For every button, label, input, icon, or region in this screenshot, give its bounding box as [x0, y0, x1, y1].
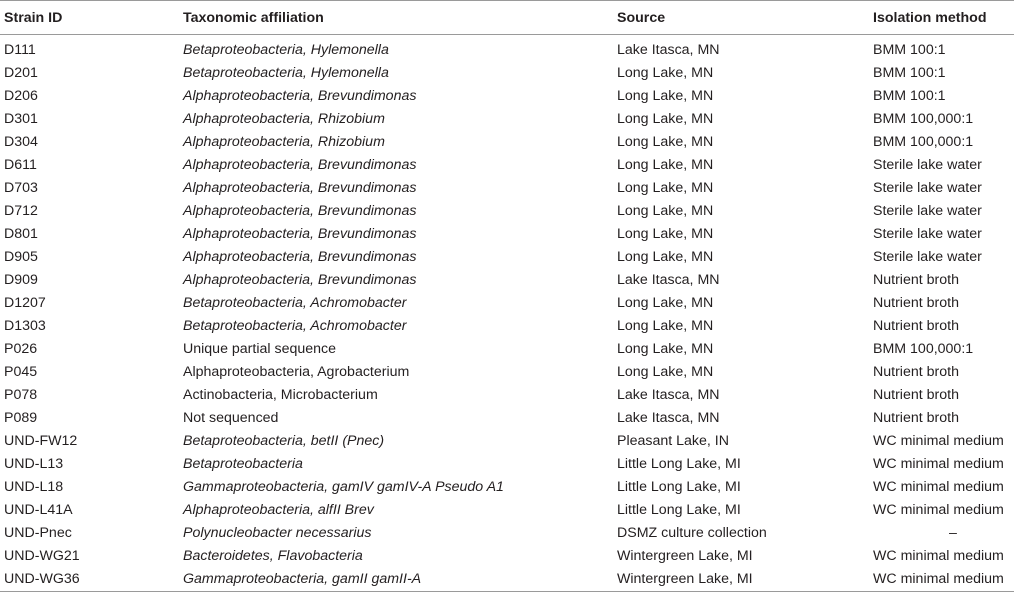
table-row — [0, 177, 1014, 200]
table-row — [0, 85, 1014, 108]
table-row — [0, 545, 1014, 568]
table-row — [0, 246, 1014, 269]
header-row — [0, 1, 1014, 35]
strain-id-cell: D909 — [4, 272, 38, 288]
taxonomic-affiliation-cell: Alphaproteobacteria, Rhizobium — [183, 111, 385, 127]
strain-id-cell: UND-WG21 — [4, 548, 80, 564]
strain-id-cell: D611 — [4, 157, 37, 173]
table-row — [0, 223, 1014, 246]
isolation-method-cell: – — [949, 525, 957, 541]
isolation-method-cell: WC minimal medium — [873, 479, 1004, 495]
strain-id-cell: D801 — [4, 226, 38, 242]
taxonomic-affiliation-cell: Betaproteobacteria, Achromobacter — [183, 295, 407, 311]
taxonomic-affiliation-cell: Not sequenced — [183, 410, 279, 426]
strain-id-cell: D1303 — [4, 318, 46, 334]
table-row — [0, 338, 1014, 361]
source-cell: Long Lake, MN — [617, 180, 714, 196]
isolation-method-cell: WC minimal medium — [869, 568, 1014, 592]
header-source: Source — [613, 1, 869, 35]
strain-id-cell: D206 — [4, 88, 38, 104]
isolation-method-cell: WC minimal medium — [873, 456, 1004, 472]
source-cell: Long Lake, MN — [617, 88, 714, 104]
table-row — [0, 154, 1014, 177]
taxonomic-affiliation-cell: Alphaproteobacteria, Brevundimonas — [183, 180, 417, 196]
taxonomic-affiliation-cell: Betaproteobacteria, Hylemonella — [183, 42, 389, 58]
source-cell: Long Lake, MN — [617, 226, 714, 242]
source-cell: DSMZ culture collection — [617, 525, 767, 541]
taxonomic-affiliation-cell: Betaproteobacteria, Achromobacter — [183, 318, 407, 334]
strain-id-cell: D201 — [4, 65, 38, 81]
isolation-method-cell: Sterile lake water — [873, 226, 982, 242]
strain-id-cell: D304 — [4, 134, 38, 150]
source-cell: Long Lake, MN — [617, 249, 714, 265]
table-row — [0, 430, 1014, 453]
source-cell: Lake Itasca, MN — [617, 410, 720, 426]
table-row — [0, 292, 1014, 315]
table-row — [0, 131, 1014, 154]
table-header — [0, 1, 1014, 35]
taxonomic-affiliation-cell: Betaproteobacteria — [183, 456, 303, 472]
source-cell: Long Lake, MN — [617, 203, 714, 219]
source-cell: Long Lake, MN — [617, 65, 714, 81]
taxonomic-affiliation-cell: Alphaproteobacteria, Agrobacterium — [183, 364, 410, 380]
strain-id-cell: D712 — [4, 203, 38, 219]
strain-id-cell: D301 — [4, 111, 38, 127]
source-cell: Pleasant Lake, IN — [617, 433, 729, 449]
table-row — [0, 453, 1014, 476]
taxonomic-affiliation-cell: Actinobacteria, Microbacterium — [183, 387, 378, 403]
strain-id-cell: P089 — [4, 410, 38, 426]
strain-id-cell: UND-L41A — [4, 502, 73, 518]
strain-id-cell: D1207 — [4, 295, 46, 311]
table-row — [0, 384, 1014, 407]
table-row — [0, 315, 1014, 338]
table-row — [0, 522, 1014, 545]
source-cell: Wintergreen Lake, MI — [617, 548, 753, 564]
table-row — [0, 62, 1014, 85]
table-row — [0, 35, 1014, 63]
isolation-method-cell: BMM 100:1 — [873, 42, 946, 58]
strain-id-cell: D905 — [4, 249, 38, 265]
isolation-method-cell: BMM 100,000:1 — [873, 341, 974, 357]
taxonomic-affiliation-cell: Alphaproteobacteria, Brevundimonas — [183, 249, 417, 265]
table-body — [0, 35, 1014, 592]
source-cell: Long Lake, MN — [617, 295, 714, 311]
isolation-method-cell: BMM 100:1 — [873, 65, 946, 81]
taxonomic-affiliation-cell: Alphaproteobacteria, Brevundimonas — [183, 88, 417, 104]
source-cell: Wintergreen Lake, MI — [613, 568, 869, 592]
taxonomic-affiliation-cell: Alphaproteobacteria, Rhizobium — [183, 134, 385, 150]
source-cell: Long Lake, MN — [617, 157, 714, 173]
source-cell: Long Lake, MN — [617, 318, 714, 334]
header-isolation-method: Isolation method — [869, 1, 1014, 35]
strain-id-cell: UND-Pnec — [4, 525, 72, 541]
isolation-method-cell: WC minimal medium — [873, 502, 1004, 518]
strain-id-cell: P078 — [4, 387, 38, 403]
isolation-method-cell: Nutrient broth — [873, 410, 959, 426]
isolation-method-cell: Nutrient broth — [873, 272, 959, 288]
isolation-method-cell: Sterile lake water — [873, 249, 982, 265]
isolation-method-cell: Nutrient broth — [873, 387, 959, 403]
isolation-method-cell: Nutrient broth — [873, 364, 959, 380]
table-row — [0, 269, 1014, 292]
isolation-method-cell: Nutrient broth — [873, 318, 959, 334]
isolation-method-cell: Sterile lake water — [873, 180, 982, 196]
taxonomic-affiliation-cell: Alphaproteobacteria, Brevundimonas — [183, 272, 417, 288]
isolation-method-cell: BMM 100:1 — [873, 88, 946, 104]
isolation-method-cell: Sterile lake water — [873, 157, 982, 173]
source-cell: Lake Itasca, MN — [617, 42, 720, 58]
isolation-method-cell: WC minimal medium — [873, 548, 1004, 564]
table-row — [0, 568, 1014, 592]
strain-id-cell: UND-WG36 — [0, 568, 179, 592]
isolation-method-cell: BMM 100,000:1 — [873, 111, 974, 127]
source-cell: Lake Itasca, MN — [617, 272, 720, 288]
isolation-method-cell: WC minimal medium — [873, 433, 1004, 449]
strain-id-cell: UND-FW12 — [4, 433, 78, 449]
source-cell: Long Lake, MN — [617, 111, 714, 127]
table-row — [0, 361, 1014, 384]
source-cell: Lake Itasca, MN — [617, 387, 720, 403]
taxonomic-affiliation-cell: Bacteroidetes, Flavobacteria — [183, 548, 363, 564]
table-row — [0, 108, 1014, 131]
strain-id-cell: D703 — [4, 180, 38, 196]
taxonomic-affiliation-cell: Gammaproteobacteria, gamIV gamIV-A Pseudo A1 — [183, 479, 504, 495]
source-cell: Little Long Lake, MI — [617, 456, 741, 472]
source-cell: Long Lake, MN — [617, 134, 714, 150]
taxonomic-affiliation-cell: Alphaproteobacteria, alfII Brev — [183, 502, 374, 518]
taxonomic-affiliation-cell: Alphaproteobacteria, Brevundimonas — [183, 157, 417, 173]
table-row — [0, 499, 1014, 522]
taxonomic-affiliation-cell: Alphaproteobacteria, Brevundimonas — [183, 226, 417, 242]
taxonomic-affiliation-cell: Polynucleobacter necessarius — [183, 525, 372, 541]
table-row — [0, 476, 1014, 499]
taxonomic-affiliation-cell: Unique partial sequence — [183, 341, 337, 357]
header-taxonomic-affiliation: Taxonomic affiliation — [179, 1, 613, 35]
strain-id-cell: UND-L13 — [4, 456, 64, 472]
table-row — [0, 200, 1014, 223]
taxonomic-affiliation-cell: Alphaproteobacteria, Brevundimonas — [183, 203, 417, 219]
taxonomic-affiliation-cell: Gammaproteobacteria, gamII gamII-A — [179, 568, 613, 592]
isolation-method-cell: BMM 100,000:1 — [873, 134, 974, 150]
isolation-method-cell: Nutrient broth — [873, 295, 959, 311]
table-row — [0, 407, 1014, 430]
strain-id-cell: P045 — [4, 364, 38, 380]
source-cell: Long Lake, MN — [617, 364, 714, 380]
source-cell: Long Lake, MN — [617, 341, 714, 357]
source-cell: Little Long Lake, MI — [617, 502, 741, 518]
isolation-method-cell: Sterile lake water — [873, 203, 982, 219]
strain-id-cell: UND-L18 — [4, 479, 64, 495]
header-strain-id: Strain ID — [0, 1, 179, 35]
source-cell: Little Long Lake, MI — [617, 479, 741, 495]
strain-id-cell: D111 — [4, 42, 36, 58]
strain-id-cell: P026 — [4, 341, 38, 357]
taxonomic-affiliation-cell: Betaproteobacteria, betII (Pnec) — [183, 433, 385, 449]
taxonomic-affiliation-cell: Betaproteobacteria, Hylemonella — [183, 65, 389, 81]
